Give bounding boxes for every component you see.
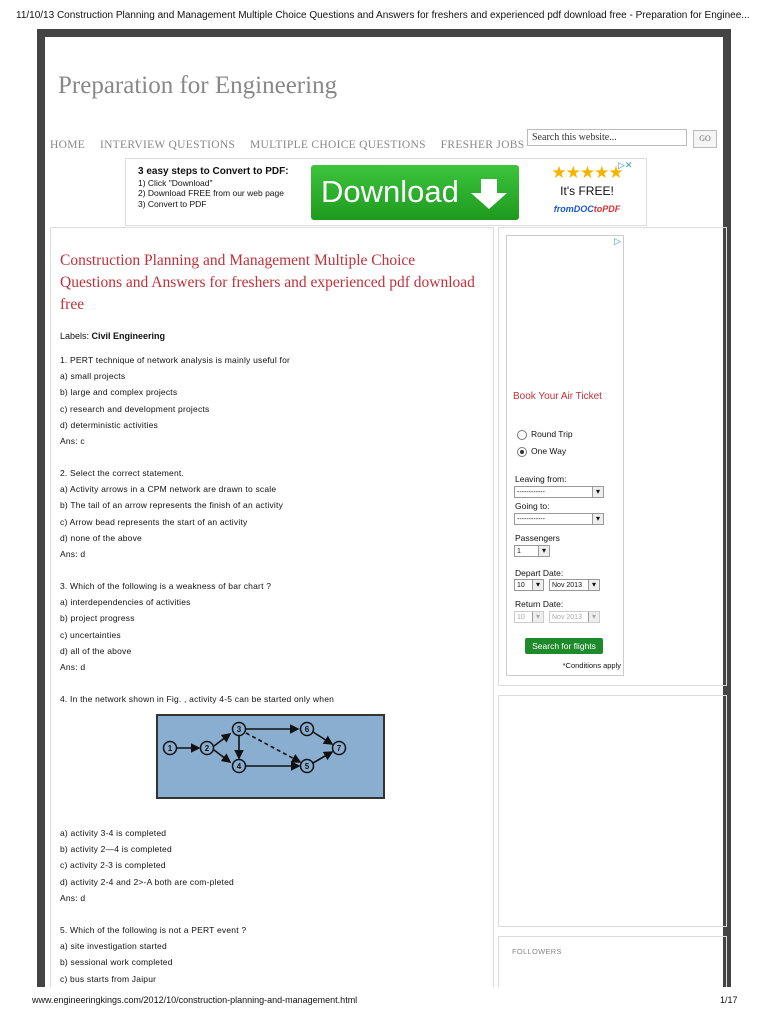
nav-multiple-choice-questions[interactable]: MULTIPLE CHOICE QUESTIONS [250, 139, 426, 151]
option: a) interdependencies of activities [60, 597, 191, 608]
flight-widget-title: Book Your Air Ticket [513, 391, 602, 402]
followers-heading: FOLLOWERS [512, 947, 562, 956]
network-diagram-svg [158, 716, 383, 797]
option: d) activity 2-4 and 2>-A both are com-pleted [60, 876, 234, 887]
option: c) activity 2-3 is completed [60, 860, 166, 871]
adchoice-icon[interactable]: ▷✕ [618, 160, 633, 170]
question-block [60, 352, 290, 449]
label-link[interactable]: Civil Engineering [91, 331, 166, 341]
round-trip-label: Round Trip [531, 429, 573, 439]
one-way-radio[interactable] [517, 446, 566, 457]
option: c) research and development projects [60, 403, 210, 414]
ad-download-label: Download [321, 174, 459, 209]
node-7: 7 [336, 744, 342, 753]
search-go-button[interactable]: GO [693, 130, 717, 148]
flight-booking-widget [506, 235, 624, 676]
post-labels [60, 331, 165, 341]
leaving-label: Leaving from: [515, 474, 567, 484]
node-1: 1 [167, 744, 173, 753]
leaving-select[interactable]: ------------ ▾ [514, 486, 604, 498]
question-text: 2. Select the correct statement. [60, 468, 185, 478]
page-frame [37, 29, 731, 987]
question-text: 3. Which of the following is a weakness of bar chart ? [60, 581, 272, 591]
passengers-select[interactable]: 1 ▾ [514, 545, 550, 557]
option: a) site investigation started [60, 941, 167, 952]
option: d) all of the above [60, 645, 132, 656]
question-block [60, 578, 271, 675]
print-footer-url: www.engineeringkings.com/2012/10/construction-planning-and-management.html [32, 995, 358, 1005]
sidebar-widget-empty [498, 695, 727, 927]
ad-banner[interactable] [125, 158, 647, 226]
return-day-select[interactable]: 10 ▾ [514, 611, 544, 623]
nav-interview-questions[interactable]: INTERVIEW QUESTIONS [99, 139, 236, 151]
return-label: Return Date: [515, 599, 564, 609]
conditions-note: *Conditions apply [562, 661, 621, 670]
option: b) activity 2—4 is completed [60, 844, 172, 855]
answer: Ans: d [60, 549, 86, 560]
node-6: 6 [304, 725, 310, 734]
option: d) deterministic activities [60, 419, 158, 430]
radio-icon [517, 430, 527, 440]
star-icon: ★★★★★ [551, 163, 623, 182]
print-header: 11/10/13 Construction Planning and Management Multiple Choice Questions and Answers for freshers and experienced pdf download free - Preparation for Enginee... [16, 10, 750, 21]
passengers-label: Passengers [515, 533, 560, 543]
going-label: Going to: [515, 501, 550, 511]
node-4: 4 [236, 762, 242, 771]
return-month-select[interactable]: Nov 2013 ▾ [549, 611, 600, 623]
site-title[interactable]: Preparation for Engineering [58, 72, 338, 99]
sidebar-widget-followers [498, 936, 727, 987]
option: b) large and complex projects [60, 387, 178, 398]
ad-brand-b: toPDF [593, 204, 621, 214]
radio-icon [517, 447, 527, 457]
arrow-down-icon [469, 177, 509, 211]
question-text: 5. Which of the following is not a PERT event ? [60, 925, 247, 935]
ad-steps [138, 167, 289, 209]
option: d) none of the above [60, 532, 142, 543]
labels-prefix: Labels: [60, 331, 92, 341]
ad-free-label: It's FREE! [560, 184, 614, 198]
question-block [60, 465, 283, 562]
option: c) bus starts from Jaipur [60, 973, 157, 984]
node-2: 2 [204, 744, 210, 753]
node-5: 5 [304, 762, 310, 771]
option: a) small projects [60, 371, 126, 382]
option: b) The tail of an arrow represents the finish of an activity [60, 500, 284, 511]
option: b) sessional work completed [60, 957, 173, 968]
print-footer-page: 1/17 [720, 995, 738, 1005]
nav-fresher-jobs[interactable]: FRESHER JOBS [440, 139, 525, 151]
main-nav [50, 139, 536, 151]
depart-label: Depart Date: [515, 568, 564, 578]
question-text: 1. PERT technique of network analysis is mainly useful for [60, 355, 291, 365]
option: b) project progress [60, 613, 135, 624]
search-flights-button[interactable]: Search for flights [525, 638, 603, 654]
depart-month-select[interactable]: Nov 2013 ▾ [549, 579, 600, 591]
ad-step-1: 1) Click "Download" [138, 177, 213, 188]
option: a) activity 3-4 is completed [60, 828, 167, 838]
nav-home[interactable]: HOME [50, 139, 86, 151]
page-body [45, 37, 723, 987]
question-text: 4. In the network shown in Fig. , activity 4-5 can be started only when [60, 694, 335, 704]
answer: Ans: d [60, 892, 86, 903]
node-3: 3 [236, 725, 242, 734]
question-block [60, 922, 246, 987]
post-title[interactable]: Construction Planning and Management Multiple Choice Questions and Answers for freshers and experienced pdf download free [60, 252, 475, 313]
search-input[interactable]: Search this website... [527, 129, 687, 146]
option: a) Activity arrows in a CPM network are drawn to scale [60, 484, 277, 495]
one-way-label: One Way [531, 446, 567, 456]
ad-step-3: 3) Convert to PDF [138, 198, 207, 209]
ad-heading: 3 easy steps to Convert to PDF: [138, 166, 289, 177]
depart-day-select[interactable]: 10 ▾ [514, 579, 544, 591]
answer: Ans: d [60, 662, 86, 673]
question-block [60, 825, 234, 906]
round-trip-radio[interactable] [517, 429, 573, 440]
adchoice-icon[interactable]: ▷ [614, 236, 621, 246]
option: c) Arrow bead represents the start of an activity [60, 516, 248, 527]
ad-brand [531, 204, 643, 214]
ad-brand-a: fromDOC [553, 204, 594, 214]
going-select[interactable]: ------------ ▾ [514, 513, 604, 525]
ad-step-2: 2) Download FREE from our web page [138, 188, 284, 198]
ad-download-button[interactable] [311, 165, 519, 220]
option: c) uncertainties [60, 629, 121, 640]
network-diagram [156, 714, 385, 799]
answer: Ans: c [60, 436, 85, 447]
